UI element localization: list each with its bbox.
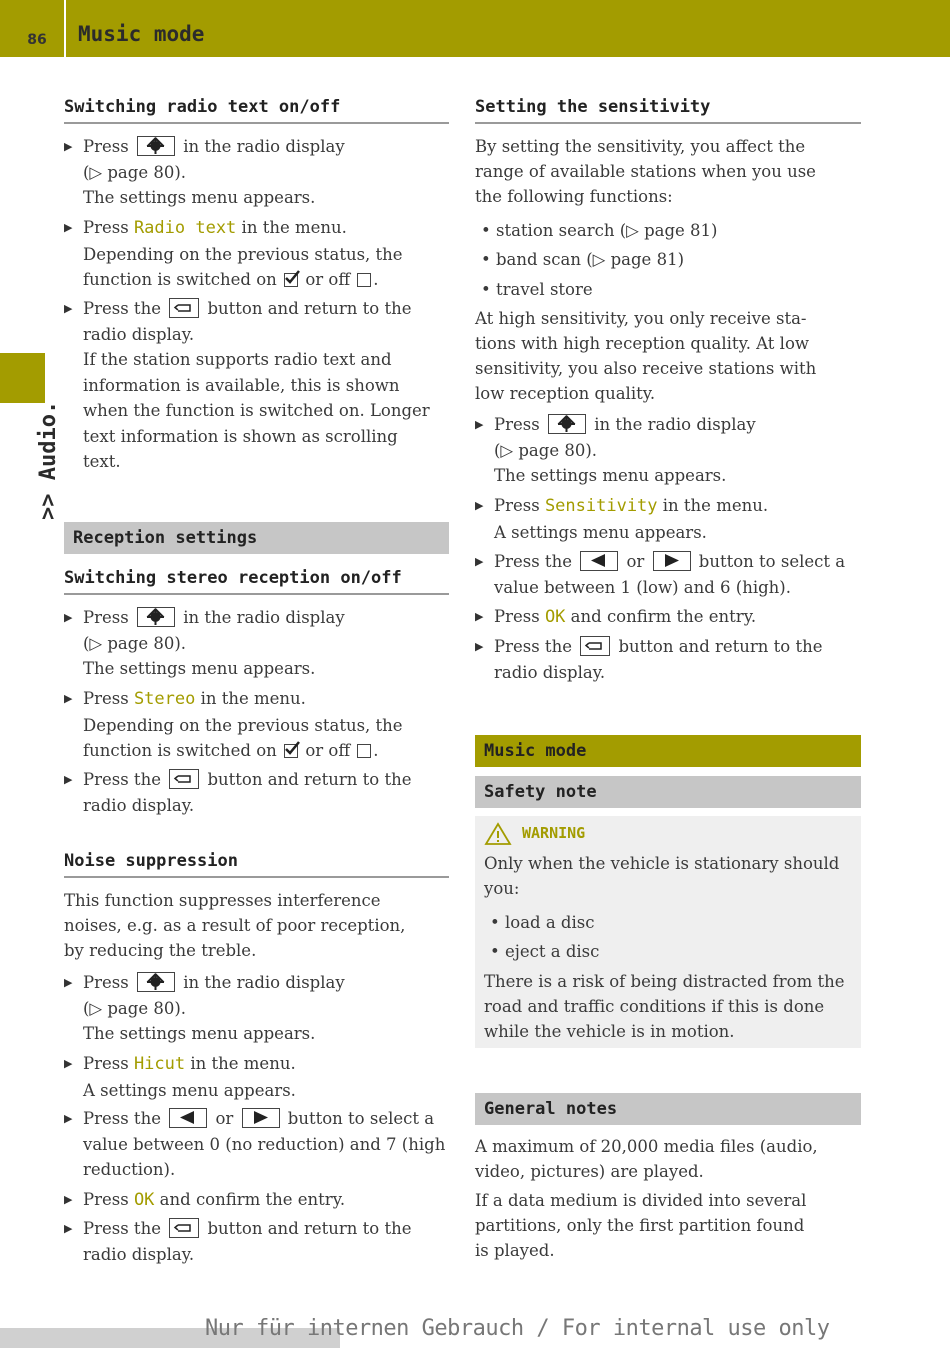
side-tab-marker — [0, 353, 45, 403]
intro-line: This function suppresses interference — [64, 891, 381, 910]
empty-box-icon — [357, 273, 371, 287]
warning-title: WARNING — [522, 824, 586, 842]
gear-key-icon — [137, 607, 175, 627]
step-radio-text-2 — [64, 215, 449, 293]
step-text: Press — [83, 1190, 134, 1209]
bullet-item: • load a disc — [490, 913, 595, 932]
step-text: Press — [83, 137, 129, 156]
section-heading-sensitivity: Setting the sensitivity — [475, 97, 861, 124]
step-text: radio display. — [83, 795, 195, 815]
menu-item-label: Hicut — [133, 1054, 186, 1074]
step-text: button and return to the — [207, 1219, 412, 1238]
step-marker-icon: ▶ — [64, 1112, 73, 1125]
step-result: The settings menu appears. — [83, 188, 316, 207]
step-marker-icon: ▶ — [64, 692, 73, 705]
footer-watermark: Nur für internen Gebrauch / For internal use only — [205, 1316, 830, 1341]
bullet-item: • eject a disc — [490, 942, 600, 961]
bullet-item: • station search (▷ page 81) — [481, 221, 718, 240]
step-marker-icon: ▶ — [64, 1193, 73, 1206]
gear-key-icon — [137, 136, 175, 156]
step-text: radio display. — [83, 1244, 195, 1264]
gear-key-icon — [548, 414, 586, 434]
section-bar-music-mode: Music mode — [475, 735, 861, 767]
step-marker-icon: ▶ — [64, 140, 73, 153]
step-text: and confirm the entry. — [154, 1190, 346, 1209]
sensitivity-intro — [475, 134, 861, 209]
page-reference: (▷ page 80). — [83, 998, 187, 1018]
page-reference: (▷ page 80). — [83, 633, 187, 653]
step-result: text information is shown as scrolling — [83, 426, 398, 446]
header-bar — [0, 0, 950, 57]
step-text: Press — [83, 689, 134, 708]
step-text: Press the — [83, 1219, 161, 1238]
step-result: The settings menu appears. — [83, 659, 316, 678]
step-marker-icon: ▶ — [475, 555, 484, 568]
step-text: in the radio display — [183, 137, 345, 156]
intro-line: noises, e.g. as a result of poor reception, — [64, 916, 406, 935]
back-key-icon — [169, 1218, 199, 1238]
warning-line: while the vehicle is in motion. — [484, 1022, 735, 1041]
step-radio-text-1 — [64, 134, 449, 211]
para-line: low reception quality. — [475, 384, 656, 403]
para-line: tions with high reception quality. At low — [475, 334, 810, 353]
section-heading-noise: Noise suppression — [64, 851, 449, 878]
left-arrow-key-icon — [169, 1108, 207, 1128]
step-text: button and return to the — [207, 299, 412, 318]
step-result: The settings menu appears. — [83, 1024, 316, 1043]
step-marker-icon: ▶ — [475, 418, 484, 431]
intro-line: By setting the sensitivity, you affect the — [475, 137, 806, 156]
step-result: The settings menu appears. — [494, 466, 727, 485]
bullet-item: • travel store — [481, 280, 593, 299]
para-line: partitions, only the first partition found — [475, 1216, 805, 1235]
step-sensitivity-3 — [475, 549, 861, 600]
chapter-title: Music mode — [78, 22, 205, 46]
step-text: or — [626, 552, 645, 571]
step-marker-icon: ▶ — [475, 610, 484, 623]
step-text: button and return to the — [618, 637, 823, 656]
checked-box-icon — [284, 273, 298, 287]
step-marker-icon: ▶ — [64, 773, 73, 786]
step-text: button to select a — [698, 552, 846, 571]
step-result: function is switched on — [83, 270, 277, 289]
step-result: or off — [305, 741, 351, 760]
step-marker-icon: ▶ — [64, 1057, 73, 1070]
step-marker-icon: ▶ — [475, 640, 484, 653]
warning-line: road and traffic conditions if this is done — [484, 997, 825, 1016]
para-line: If a data medium is divided into several — [475, 1191, 807, 1210]
side-tab-label: >> Audio. — [36, 400, 61, 520]
step-text: in the radio display — [183, 608, 345, 627]
step-marker-icon: ▶ — [475, 499, 484, 512]
step-marker-icon: ▶ — [64, 1222, 73, 1235]
step-text: in the menu. — [236, 218, 347, 237]
step-marker-icon: ▶ — [64, 611, 73, 624]
step-text: Press the — [83, 299, 161, 318]
step-text: button to select a — [287, 1109, 435, 1128]
section-bar-reception: Reception settings — [64, 522, 449, 554]
step-text: in the menu. — [657, 496, 769, 515]
step-sensitivity-5 — [475, 634, 861, 685]
step-text: button and return to the — [207, 770, 412, 789]
warning-line: you: — [484, 879, 520, 898]
general-notes-p2 — [475, 1188, 861, 1263]
step-sensitivity-1 — [475, 412, 861, 489]
left-arrow-key-icon — [580, 551, 618, 571]
step-stereo-3 — [64, 767, 449, 818]
step-text: Press — [494, 496, 545, 515]
noise-intro — [64, 888, 449, 963]
para-line: sensitivity, you also receive stations with — [475, 359, 817, 378]
step-radio-text-3 — [64, 296, 449, 475]
para-line: A maximum of 20,000 media files (audio, — [475, 1137, 818, 1156]
step-text: Press — [83, 608, 129, 627]
step-text: Press the — [494, 552, 572, 571]
step-noise-5 — [64, 1216, 449, 1267]
back-key-icon — [169, 298, 199, 318]
step-result: A settings menu appears. — [494, 522, 707, 542]
warning-text — [484, 851, 859, 901]
step-marker-icon: ▶ — [64, 302, 73, 315]
menu-item-label: OK — [544, 607, 566, 627]
step-result: function is switched on — [83, 741, 277, 760]
section-heading-stereo: Switching stereo reception on/off — [64, 568, 449, 595]
step-noise-2 — [64, 1051, 449, 1103]
para-line: video, pictures) are played. — [475, 1162, 704, 1181]
step-stereo-2 — [64, 686, 449, 764]
step-text: or — [215, 1109, 234, 1128]
back-key-icon — [169, 769, 199, 789]
step-text: Press — [83, 973, 129, 992]
step-text: Press the — [83, 770, 161, 789]
bullet-item: • band scan (▷ page 81) — [481, 250, 685, 269]
menu-item-label: Stereo — [133, 689, 196, 709]
para-line: At high sensitivity, you only receive sta- — [475, 309, 807, 328]
step-text: in the menu. — [195, 689, 306, 708]
warning-outro — [484, 969, 859, 1044]
header-divider — [64, 0, 66, 57]
step-marker-icon: ▶ — [64, 976, 73, 989]
step-text: in the radio display — [183, 973, 345, 992]
step-result: . — [373, 270, 379, 289]
page-number: 86 — [27, 32, 47, 48]
step-noise-1 — [64, 970, 449, 1047]
step-text: and confirm the entry. — [565, 607, 757, 626]
intro-line: by reducing the treble. — [64, 941, 257, 960]
checked-box-icon — [284, 744, 298, 758]
para-line: is played. — [475, 1241, 555, 1260]
step-text: in the menu. — [185, 1054, 296, 1073]
step-text: Press the — [494, 637, 572, 656]
step-result: Depending on the previous status, the — [83, 715, 403, 735]
back-key-icon — [580, 636, 610, 656]
step-text: Press the — [83, 1109, 161, 1128]
step-result: . — [373, 741, 379, 760]
step-text: value between 0 (no reduction) and 7 (high — [83, 1134, 446, 1154]
empty-box-icon — [357, 744, 371, 758]
gear-key-icon — [137, 972, 175, 992]
step-text: radio display. — [494, 662, 606, 682]
step-text: radio display. — [83, 324, 195, 344]
section-heading-radio-text: Switching radio text on/off — [64, 97, 449, 124]
warning-line: Only when the vehicle is stationary should — [484, 854, 840, 873]
step-text: Press — [83, 218, 134, 237]
step-text: Press — [494, 607, 545, 626]
warning-triangle-icon — [484, 822, 512, 846]
step-result: or off — [305, 270, 351, 289]
page-reference: (▷ page 80). — [494, 440, 598, 460]
step-text: value between 1 (low) and 6 (high). — [494, 577, 791, 597]
step-result: information is available, this is shown — [83, 375, 400, 395]
step-marker-icon: ▶ — [64, 221, 73, 234]
menu-item-label: Sensitivity — [544, 496, 658, 516]
section-bar-safety-note: Safety note — [475, 776, 861, 808]
step-text: reduction). — [83, 1160, 176, 1179]
right-arrow-key-icon — [653, 551, 691, 571]
section-bar-general-notes: General notes — [475, 1093, 861, 1125]
right-arrow-key-icon — [242, 1108, 280, 1128]
intro-line: the following functions: — [475, 187, 673, 206]
step-stereo-1 — [64, 605, 449, 682]
step-result: A settings menu appears. — [83, 1080, 296, 1100]
page-reference: (▷ page 80). — [83, 162, 187, 182]
menu-item-label: Radio text — [133, 218, 237, 238]
warning-line: There is a risk of being distracted from the — [484, 972, 845, 991]
sensitivity-explanation — [475, 306, 861, 406]
step-text: Press — [494, 415, 540, 434]
intro-line: range of available stations when you use — [475, 162, 816, 181]
step-result: If the station supports radio text and — [83, 350, 392, 369]
step-result: Depending on the previous status, the — [83, 244, 403, 264]
step-sensitivity-2 — [475, 493, 861, 545]
general-notes-p1 — [475, 1134, 861, 1184]
step-noise-4 — [64, 1187, 449, 1214]
step-text: in the radio display — [594, 415, 756, 434]
step-sensitivity-4 — [475, 604, 861, 631]
menu-item-label: OK — [133, 1190, 155, 1210]
step-noise-3 — [64, 1106, 449, 1183]
step-result: text. — [83, 452, 121, 471]
step-text: Press — [83, 1054, 134, 1073]
step-result: when the function is switched on. Longer — [83, 401, 430, 420]
